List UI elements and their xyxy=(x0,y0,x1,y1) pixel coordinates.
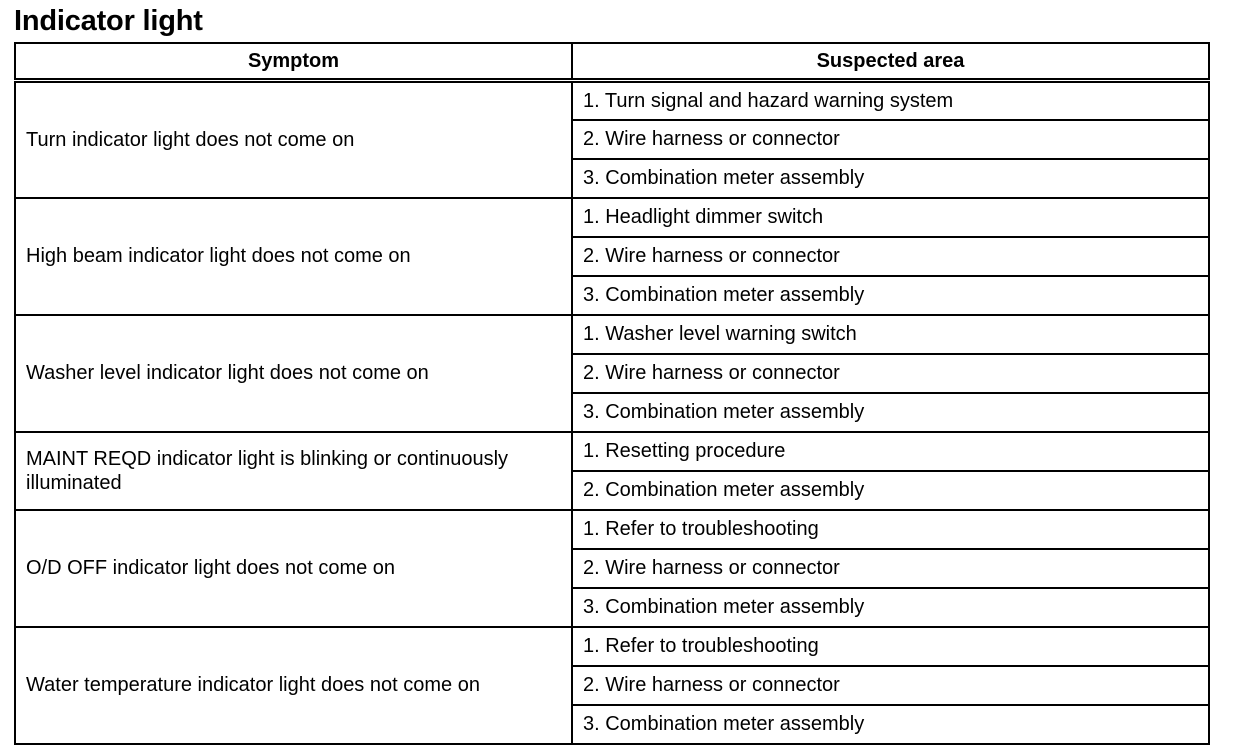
symptom-cell: MAINT REQD indicator light is blinking or continuously illuminated xyxy=(15,432,572,510)
suspected-area-cell: 3. Combination meter assembly xyxy=(572,705,1209,744)
suspected-area-cell: 3. Combination meter assembly xyxy=(572,393,1209,432)
suspected-area-cell: 1. Washer level warning switch xyxy=(572,315,1209,354)
suspected-area-cell: 2. Wire harness or connector xyxy=(572,549,1209,588)
symptom-cell: High beam indicator light does not come on xyxy=(15,198,572,315)
suspected-area-cell: 1. Turn signal and hazard warning system xyxy=(572,81,1209,120)
suspected-area-cell: 1. Headlight dimmer switch xyxy=(572,198,1209,237)
symptom-cell: O/D OFF indicator light does not come on xyxy=(15,510,572,627)
table-header xyxy=(15,43,1209,81)
page-title: Indicator light xyxy=(14,5,203,37)
table-row xyxy=(15,315,1209,354)
suspected-area-cell: 3. Combination meter assembly xyxy=(572,588,1209,627)
table-row xyxy=(15,510,1209,549)
troubleshooting-table xyxy=(14,42,1210,745)
symptom-column-header: Symptom xyxy=(15,43,572,81)
symptom-cell: Washer level indicator light does not come on xyxy=(15,315,572,432)
table-row xyxy=(15,627,1209,666)
suspected-area-cell: 3. Combination meter assembly xyxy=(572,276,1209,315)
table-body xyxy=(15,81,1209,744)
suspected-area-cell: 2. Wire harness or connector xyxy=(572,237,1209,276)
suspected-area-cell: 2. Combination meter assembly xyxy=(572,471,1209,510)
suspected-area-cell: 2. Wire harness or connector xyxy=(572,120,1209,159)
suspected-area-cell: 1. Resetting procedure xyxy=(572,432,1209,471)
suspected-area-cell: 3. Combination meter assembly xyxy=(572,159,1209,198)
table-row xyxy=(15,432,1209,471)
header-row xyxy=(15,43,1209,81)
suspected-area-cell: 1. Refer to troubleshooting xyxy=(572,510,1209,549)
suspected-area-column-header: Suspected area xyxy=(572,43,1209,81)
table-row xyxy=(15,81,1209,120)
suspected-area-cell: 2. Wire harness or connector xyxy=(572,666,1209,705)
suspected-area-cell: 1. Refer to troubleshooting xyxy=(572,627,1209,666)
suspected-area-cell: 2. Wire harness or connector xyxy=(572,354,1209,393)
table-row xyxy=(15,198,1209,237)
symptom-cell: Turn indicator light does not come on xyxy=(15,81,572,198)
symptom-cell: Water temperature indicator light does not come on xyxy=(15,627,572,744)
